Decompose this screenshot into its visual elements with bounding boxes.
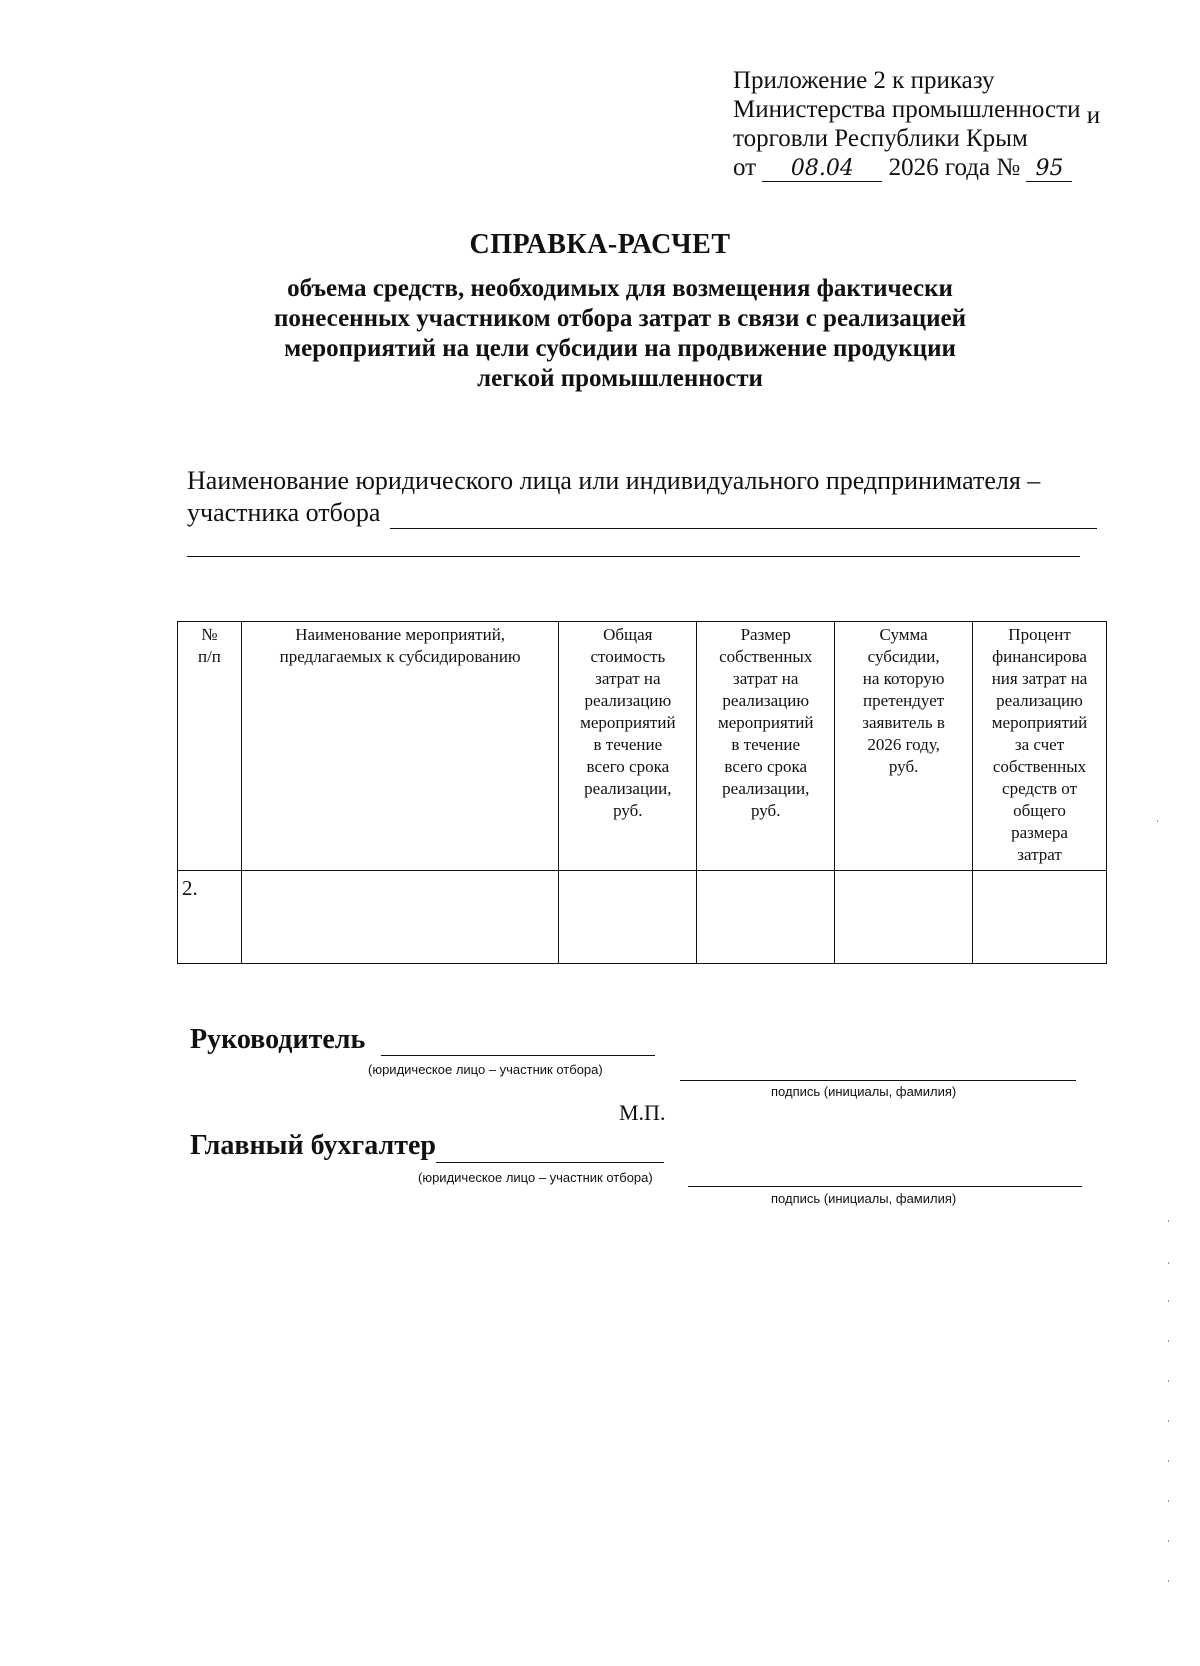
organization-label-line-1: Наименование юридического лица или индивидуального предпринимателя – bbox=[187, 466, 1041, 495]
header-number: № п/п bbox=[178, 622, 242, 871]
table-header-row bbox=[178, 622, 1107, 871]
organization-label-text: участника отбора bbox=[187, 498, 381, 527]
annex-header bbox=[733, 66, 1153, 182]
cell-number: 2. bbox=[178, 871, 242, 964]
accountant-entity-caption: (юридическое лицо – участник отбора) bbox=[418, 1170, 653, 1185]
annex-date-line bbox=[733, 153, 1153, 182]
subtitle-line-1: объема средств, необходимых для возмещения фактически bbox=[287, 275, 953, 302]
annex-line-2 bbox=[733, 95, 1153, 129]
head-signature-field[interactable] bbox=[680, 1080, 1076, 1081]
organization-name-field[interactable] bbox=[390, 502, 1097, 529]
annex-date-field: 08.04 bbox=[762, 157, 882, 182]
annex-line-1: Приложение 2 к приказу bbox=[733, 67, 995, 94]
accountant-signature-caption: подпись (инициалы, фамилия) bbox=[771, 1191, 957, 1206]
header-subsidy-amount: Сумма субсидии, на которую претендует заявитель в 2026 году, руб. bbox=[835, 622, 973, 871]
header-own-costs: Размер собственных затрат на реализацию мероприятий в течение всего срока реализации, руб. bbox=[697, 622, 835, 871]
accountant-signature-field[interactable] bbox=[688, 1186, 1082, 1187]
stamp-placeholder: М.П. bbox=[619, 1100, 666, 1125]
cell-activity-name[interactable] bbox=[241, 871, 558, 964]
document-title: СПРАВКА-РАСЧЕТ bbox=[469, 229, 731, 260]
organization-name-field-continued[interactable] bbox=[187, 556, 1080, 557]
header-own-funding-percent: Процент финансирова ния затрат на реализацию мероприятий за счет собственных средств от общего размера затрат bbox=[973, 622, 1107, 871]
cell-subsidy-amount[interactable] bbox=[835, 871, 973, 964]
document-subtitle bbox=[220, 274, 1020, 394]
subtitle-line-4: легкой промышленности bbox=[477, 365, 763, 392]
head-entity-caption: (юридическое лицо – участник отбора) bbox=[368, 1062, 603, 1077]
subtitle-line-3: мероприятий на цели субсидии на продвижение продукции bbox=[284, 335, 956, 362]
annex-from-prefix: от bbox=[733, 154, 757, 181]
organization-label-line-2 bbox=[187, 497, 1097, 529]
cell-own-funding-percent[interactable] bbox=[973, 871, 1107, 964]
annex-number-field: 95 bbox=[1026, 157, 1072, 182]
annex-line-3: торговли Республики Крым bbox=[733, 125, 1028, 152]
cell-total-cost[interactable] bbox=[559, 871, 697, 964]
accountant-title: Главный бухгалтер bbox=[190, 1130, 436, 1161]
header-activity-name: Наименование мероприятий, предлагаемых к субсидированию bbox=[241, 622, 558, 871]
header-total-cost: Общая стоимость затрат на реализацию мероприятий в течение всего срока реализации, руб. bbox=[559, 622, 697, 871]
accountant-entity-field[interactable] bbox=[436, 1162, 664, 1163]
annex-line-2-text: Министерства промышленности bbox=[733, 96, 1081, 123]
annex-line-2-tail: и bbox=[1086, 102, 1101, 129]
subtitle-line-2: понесенных участником отбора затрат в связи с реализацией bbox=[273, 305, 967, 332]
calculation-table bbox=[177, 621, 1107, 964]
head-entity-field[interactable] bbox=[381, 1055, 655, 1056]
annex-year-text: 2026 года № bbox=[888, 154, 1021, 181]
head-title: Руководитель bbox=[190, 1024, 366, 1055]
head-signature-caption: подпись (инициалы, фамилия) bbox=[771, 1084, 957, 1099]
table-row bbox=[178, 871, 1107, 964]
cell-own-costs[interactable] bbox=[697, 871, 835, 964]
organization-block bbox=[187, 465, 1097, 529]
